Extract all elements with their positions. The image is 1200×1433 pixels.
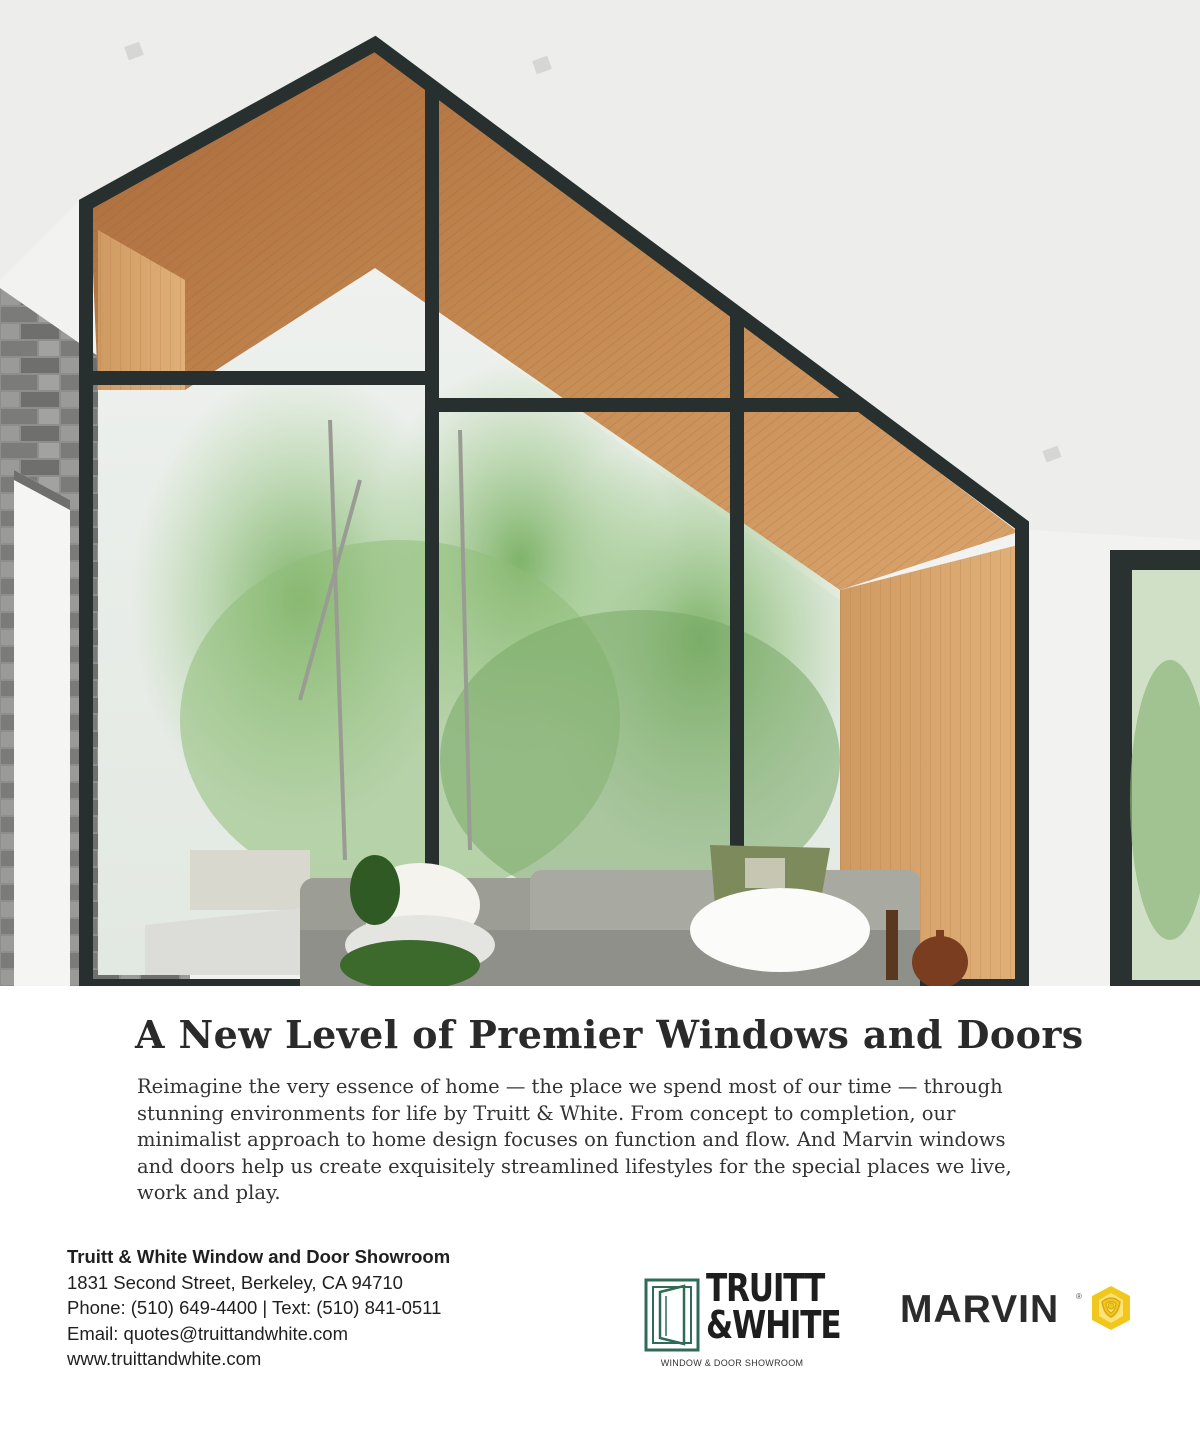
marvin-wordmark: MARVIN xyxy=(900,1288,1060,1331)
phone[interactable]: Phone: (510) 649-4400 | Text: (510) 841-0511 xyxy=(67,1297,442,1318)
truitt-white-tagline: WINDOW & DOOR SHOWROOM xyxy=(660,1358,804,1368)
white-word: &WHITE xyxy=(706,1303,841,1347)
registered-mark: ® xyxy=(1076,1292,1082,1301)
truitt-white-logo xyxy=(640,1266,841,1375)
website-link[interactable]: www.truittandwhite.com xyxy=(67,1348,262,1369)
showroom-name: Truitt & White Window and Door Showroom xyxy=(67,1246,451,1267)
contact-block xyxy=(67,1244,537,1372)
headline: A New Level of Premier Windows and Doors xyxy=(135,1012,1084,1057)
body-copy: Reimagine the very essence of home — the place we spend most of our time — through stunning environments for life by Truitt & White. From concept to completion, our minimalist approach to home design focuses on function and flow. And Marvin windows and doors help us create exquisitely streamlined lifestyles for the special places we live, work and play. xyxy=(137,1075,1012,1204)
truitt-white-wordmark xyxy=(706,1266,841,1347)
address: 1831 Second Street, Berkeley, CA 94710 xyxy=(67,1271,403,1293)
truitt-word: TRUITT xyxy=(706,1266,824,1310)
window-door-icon xyxy=(644,1278,700,1352)
marvin-rose-icon xyxy=(1088,1284,1134,1332)
marvin-logo xyxy=(900,1288,1140,1348)
email[interactable]: Email: quotes@truittandwhite.com xyxy=(67,1322,348,1344)
